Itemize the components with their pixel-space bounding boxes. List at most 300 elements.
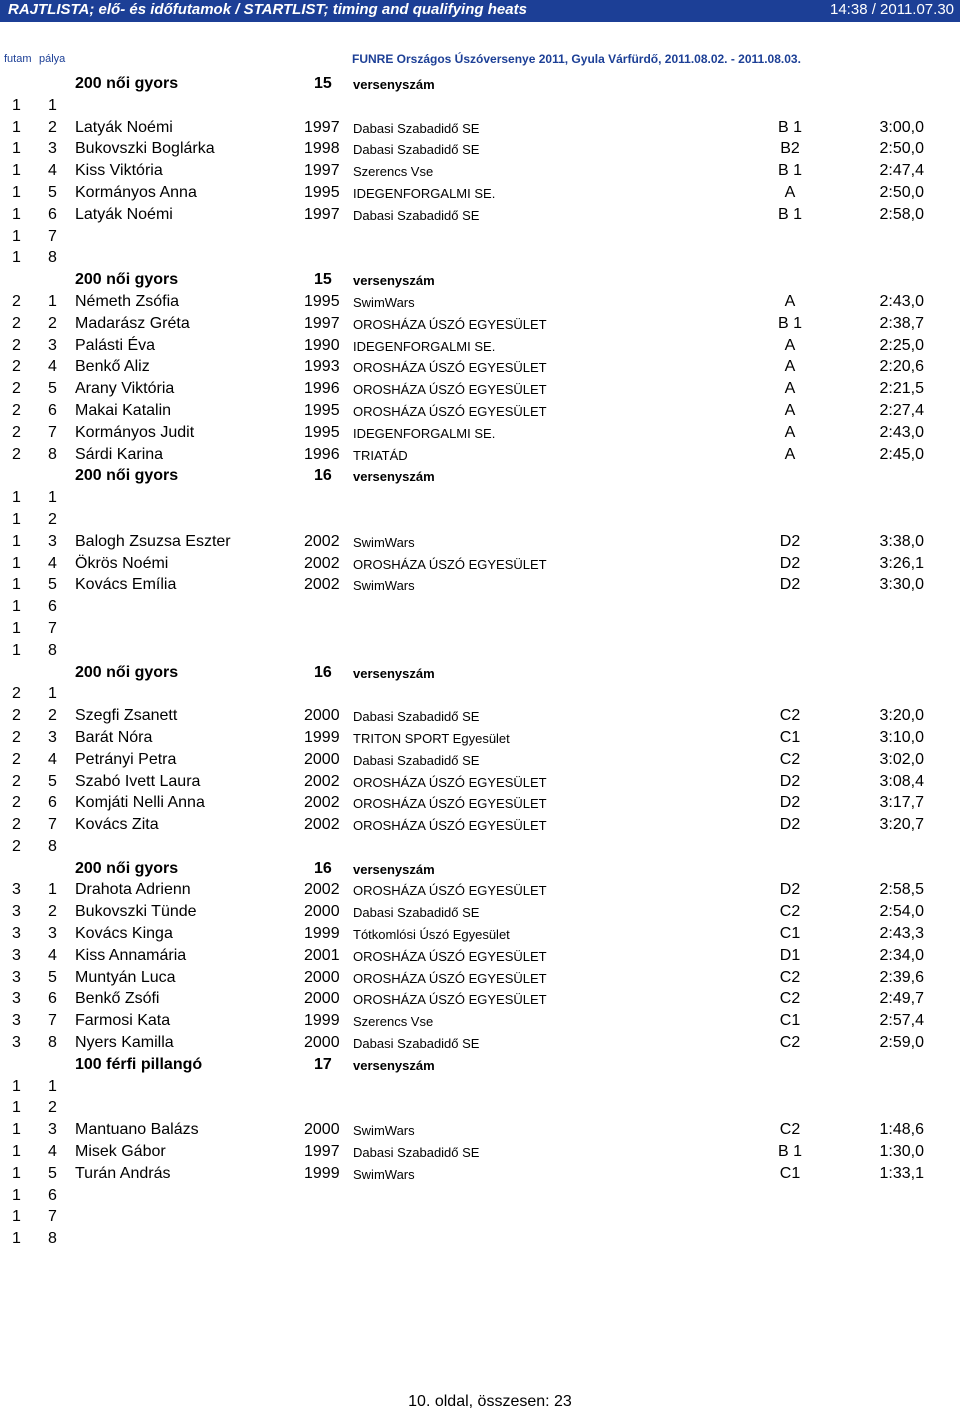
- birth-year: 1995: [304, 423, 340, 441]
- entry-time: 2:59,0: [879, 1034, 924, 1052]
- category: A: [784, 358, 796, 376]
- lane-number: 1: [48, 1077, 57, 1095]
- table-row: [0, 879, 960, 901]
- swimmer-name: Misek Gábor: [75, 1143, 166, 1161]
- event-number: 17: [314, 1055, 332, 1073]
- lane-number: 6: [48, 990, 57, 1008]
- table-row: [0, 749, 960, 771]
- heat-number: 2: [12, 314, 21, 332]
- table-row: [0, 226, 960, 248]
- lane-number: 4: [48, 554, 57, 572]
- club-name: OROSHÁZA ÚSZÓ EGYESÜLET: [353, 774, 547, 790]
- swimmer-name: Szabó Ivett Laura: [75, 772, 201, 790]
- lane-number: 3: [48, 140, 57, 158]
- entry-time: 2:50,0: [879, 140, 924, 158]
- club-name: OROSHÁZA ÚSZÓ EGYESÜLET: [353, 382, 547, 398]
- entry-time: 1:48,6: [879, 1121, 924, 1139]
- table-row: [0, 727, 960, 749]
- swimmer-name: Balogh Zsuzsa Eszter: [75, 532, 231, 550]
- club-name: OROSHÁZA ÚSZÓ EGYESÜLET: [353, 556, 547, 572]
- heat-number: 1: [12, 641, 21, 659]
- table-row: [0, 509, 960, 531]
- event-number: 16: [314, 467, 332, 485]
- entry-time: 2:27,4: [879, 401, 924, 419]
- heat-number: 1: [12, 1208, 21, 1226]
- event-title: 200 női gyors: [75, 859, 179, 877]
- club-name: SwimWars: [353, 578, 415, 594]
- heat-number: 1: [12, 1077, 21, 1095]
- heat-number: 1: [12, 1143, 21, 1161]
- entry-time: 2:43,0: [879, 423, 924, 441]
- lane-number: 1: [48, 96, 57, 114]
- table-row: [0, 1097, 960, 1119]
- event-header: [0, 858, 960, 880]
- competition-title: FUNRE Országos Úszóversenye 2011, Gyula Várfürdő, 2011.08.02. - 2011.08.03.: [352, 52, 801, 66]
- swimmer-name: Kiss Annamária: [75, 946, 187, 964]
- birth-year: 1990: [304, 336, 340, 354]
- category: B2: [780, 140, 800, 158]
- heat-number: 1: [12, 162, 21, 180]
- table-row: [0, 204, 960, 226]
- event-title: 200 női gyors: [75, 271, 179, 289]
- table-row: [0, 1206, 960, 1228]
- lane-number: 1: [48, 292, 57, 310]
- swimmer-name: Latyák Noémi: [75, 118, 173, 136]
- birth-year: 1997: [304, 314, 340, 332]
- club-name: Dabasi Szabadidő SE: [353, 207, 480, 223]
- heat-number: 1: [12, 1230, 21, 1248]
- entry-time: 2:25,0: [879, 336, 924, 354]
- entry-time: 2:45,0: [879, 445, 924, 463]
- club-name: Szerencs Vse: [353, 1014, 434, 1030]
- birth-year: 1995: [304, 401, 340, 419]
- swimmer-name: Németh Zsófia: [75, 292, 180, 310]
- category: D2: [779, 794, 801, 812]
- table-row: [0, 901, 960, 923]
- heat-number: 1: [12, 619, 21, 637]
- lane-number: 1: [48, 489, 57, 507]
- club-name: OROSHÁZA ÚSZÓ EGYESÜLET: [353, 992, 547, 1008]
- heat-number: 2: [12, 816, 21, 834]
- heat-number: 2: [12, 772, 21, 790]
- table-row: [0, 1163, 960, 1185]
- table-row: [0, 683, 960, 705]
- category: C2: [779, 990, 801, 1008]
- lane-number: 6: [48, 1186, 57, 1204]
- swimmer-name: Kormányos Anna: [75, 183, 197, 201]
- lane-number: 8: [48, 837, 57, 855]
- table-row: [0, 160, 960, 182]
- event-title: 200 női gyors: [75, 467, 179, 485]
- table-row: [0, 117, 960, 139]
- birth-year: 2002: [304, 816, 340, 834]
- table-row: [0, 531, 960, 553]
- entry-time: 2:54,0: [879, 903, 924, 921]
- birth-year: 1995: [304, 183, 340, 201]
- birth-year: 2001: [304, 946, 340, 964]
- swimmer-name: Barát Nóra: [75, 728, 153, 746]
- lane-number: 3: [48, 1121, 57, 1139]
- entry-time: 2:47,4: [879, 162, 924, 180]
- category: C2: [779, 707, 801, 725]
- birth-year: 1993: [304, 358, 340, 376]
- lane-number: 2: [48, 314, 57, 332]
- category: C2: [779, 750, 801, 768]
- entry-time: 2:57,4: [879, 1012, 924, 1030]
- heat-number: 3: [12, 881, 21, 899]
- swimmer-name: Palásti Éva: [75, 336, 156, 354]
- heat-number: 2: [12, 837, 21, 855]
- event-label: versenyszám: [353, 1057, 435, 1073]
- event-number: 16: [314, 663, 332, 681]
- club-name: OROSHÁZA ÚSZÓ EGYESÜLET: [353, 948, 547, 964]
- table-row: [0, 95, 960, 117]
- entry-time: 2:49,7: [879, 990, 924, 1008]
- swimmer-name: Drahota Adrienn: [75, 881, 191, 899]
- lane-number: 6: [48, 598, 57, 616]
- swimmer-name: Farmosi Kata: [75, 1012, 171, 1030]
- table-row: [0, 1076, 960, 1098]
- lane-number: 5: [48, 968, 57, 986]
- entry-time: 2:43,0: [879, 292, 924, 310]
- birth-year: 1997: [304, 205, 340, 223]
- club-name: OROSHÁZA ÚSZÓ EGYESÜLET: [353, 818, 547, 834]
- category: C2: [779, 903, 801, 921]
- category: D1: [779, 946, 801, 964]
- header-bar: [0, 0, 960, 22]
- heat-number: 2: [12, 423, 21, 441]
- heat-number: 3: [12, 903, 21, 921]
- heat-number: 2: [12, 358, 21, 376]
- lane-number: 3: [48, 925, 57, 943]
- entry-time: 3:20,0: [879, 707, 924, 725]
- table-row: [0, 596, 960, 618]
- category: D2: [779, 772, 801, 790]
- table-row: [0, 247, 960, 269]
- swimmer-name: Kormányos Judit: [75, 423, 195, 441]
- entry-time: 3:30,0: [879, 576, 924, 594]
- lane-number: 6: [48, 794, 57, 812]
- category: B 1: [777, 162, 802, 180]
- table-row: [0, 487, 960, 509]
- lane-number: 4: [48, 1143, 57, 1161]
- heat-number: 3: [12, 990, 21, 1008]
- birth-year: 2000: [304, 903, 340, 921]
- birth-year: 2002: [304, 576, 340, 594]
- page-title: RAJTLISTA; elő- és időfutamok / STARTLIST; timing and qualifying heats: [8, 1, 527, 18]
- lane-number: 5: [48, 576, 57, 594]
- lane-number: 2: [48, 1099, 57, 1117]
- lane-number: 2: [48, 510, 57, 528]
- entry-time: 3:38,0: [879, 532, 924, 550]
- heat-number: 1: [12, 140, 21, 158]
- entry-time: 3:20,7: [879, 816, 924, 834]
- category: A: [784, 401, 796, 419]
- club-name: OROSHÁZA ÚSZÓ EGYESÜLET: [353, 316, 547, 332]
- swimmer-name: Bukovszki Tünde: [75, 903, 197, 921]
- swimmer-name: Turán András: [75, 1164, 171, 1182]
- table-row: [0, 618, 960, 640]
- entry-time: 2:58,5: [879, 881, 924, 899]
- page-footer: 10. oldal, összesen: 23: [408, 1393, 572, 1410]
- category: C2: [779, 1034, 801, 1052]
- table-row: [0, 1119, 960, 1141]
- heat-number: 3: [12, 1034, 21, 1052]
- table-row: [0, 1010, 960, 1032]
- heat-number: 1: [12, 1121, 21, 1139]
- birth-year: 1996: [304, 445, 340, 463]
- table-row: [0, 1185, 960, 1207]
- lane-number: 7: [48, 1012, 57, 1030]
- lane-number: 4: [48, 358, 57, 376]
- heat-number: 2: [12, 750, 21, 768]
- entry-time: 2:21,5: [879, 380, 924, 398]
- club-name: OROSHÁZA ÚSZÓ EGYESÜLET: [353, 403, 547, 419]
- table-row: [0, 313, 960, 335]
- entry-time: 2:20,6: [879, 358, 924, 376]
- lane-number: 7: [48, 619, 57, 637]
- table-row: [0, 378, 960, 400]
- swimmer-name: Makai Katalin: [75, 401, 172, 419]
- heat-number: 1: [12, 227, 21, 245]
- club-name: SwimWars: [353, 534, 415, 550]
- table-row: [0, 553, 960, 575]
- club-name: Szerencs Vse: [353, 164, 434, 180]
- heat-number: 1: [12, 489, 21, 507]
- swimmer-name: Benkő Aliz: [75, 358, 150, 376]
- swimmer-name: Ökrös Noémi: [75, 554, 169, 572]
- birth-year: 1998: [304, 140, 340, 158]
- club-name: SwimWars: [353, 294, 415, 310]
- heat-number: 3: [12, 1012, 21, 1030]
- event-title: 100 férfi pillangó: [75, 1055, 203, 1073]
- swimmer-name: Nyers Kamilla: [75, 1034, 174, 1052]
- entry-time: 2:38,7: [879, 314, 924, 332]
- heat-number: 2: [12, 685, 21, 703]
- heat-number: 1: [12, 118, 21, 136]
- heat-number: 1: [12, 598, 21, 616]
- club-name: SwimWars: [353, 1166, 415, 1182]
- category: B 1: [777, 314, 802, 332]
- swimmer-name: Benkő Zsófi: [75, 990, 160, 1008]
- event-label: versenyszám: [353, 861, 435, 877]
- category: D2: [779, 576, 801, 594]
- startlist: [0, 73, 960, 1250]
- heat-number: 2: [12, 292, 21, 310]
- lane-number: 3: [48, 728, 57, 746]
- birth-year: 2002: [304, 794, 340, 812]
- event-number: 15: [314, 271, 332, 289]
- event-label: versenyszám: [353, 77, 435, 92]
- table-row: [0, 291, 960, 313]
- table-row: [0, 771, 960, 793]
- club-name: OROSHÁZA ÚSZÓ EGYESÜLET: [353, 796, 547, 812]
- club-name: IDEGENFORGALMI SE.: [353, 338, 496, 354]
- entry-time: 2:58,0: [879, 205, 924, 223]
- table-row: [0, 923, 960, 945]
- lane-number: 7: [48, 423, 57, 441]
- event-title: 200 női gyors: [75, 663, 179, 681]
- swimmer-name: Mantuano Balázs: [75, 1121, 199, 1139]
- category: B 1: [777, 1143, 802, 1161]
- lane-number: 8: [48, 445, 57, 463]
- heat-number: 2: [12, 728, 21, 746]
- table-row: [0, 335, 960, 357]
- category: A: [784, 380, 796, 398]
- entry-time: 2:39,6: [879, 968, 924, 986]
- table-row: [0, 422, 960, 444]
- lane-number: 2: [48, 707, 57, 725]
- category: A: [784, 183, 796, 201]
- category: D2: [779, 816, 801, 834]
- category: C2: [779, 968, 801, 986]
- table-row: [0, 814, 960, 836]
- event-label: versenyszám: [353, 469, 435, 485]
- lane-number: 8: [48, 1230, 57, 1248]
- swimmer-name: Arany Viktória: [75, 380, 175, 398]
- birth-year: 2000: [304, 1121, 340, 1139]
- lane-number: 5: [48, 183, 57, 201]
- heat-number: 1: [12, 1164, 21, 1182]
- heat-number: 1: [12, 205, 21, 223]
- entry-time: 1:30,0: [879, 1143, 924, 1161]
- swimmer-name: Kovács Kinga: [75, 925, 173, 943]
- birth-year: 1997: [304, 162, 340, 180]
- birth-year: 1997: [304, 118, 340, 136]
- table-row: [0, 182, 960, 204]
- club-name: OROSHÁZA ÚSZÓ EGYESÜLET: [353, 883, 547, 899]
- birth-year: 2000: [304, 750, 340, 768]
- category: C2: [779, 1121, 801, 1139]
- birth-year: 1996: [304, 380, 340, 398]
- club-name: SwimWars: [353, 1123, 415, 1139]
- category: C1: [779, 728, 801, 746]
- birth-year: 2002: [304, 532, 340, 550]
- entry-time: 2:50,0: [879, 183, 924, 201]
- birth-year: 1995: [304, 292, 340, 310]
- birth-year: 2002: [304, 772, 340, 790]
- heat-number: 1: [12, 554, 21, 572]
- swimmer-name: Kovács Emília: [75, 576, 177, 594]
- lane-number: 5: [48, 1164, 57, 1182]
- heat-number: 3: [12, 946, 21, 964]
- entry-time: 3:17,7: [879, 794, 924, 812]
- table-row: [0, 444, 960, 466]
- category: A: [784, 423, 796, 441]
- birth-year: 2002: [304, 554, 340, 572]
- lane-number: 7: [48, 227, 57, 245]
- birth-year: 2000: [304, 990, 340, 1008]
- heat-number: 2: [12, 794, 21, 812]
- heat-number: 1: [12, 96, 21, 114]
- table-row: [0, 792, 960, 814]
- heat-number: 2: [12, 445, 21, 463]
- event-header: [0, 465, 960, 487]
- swimmer-name: Petrányi Petra: [75, 750, 177, 768]
- table-row: [0, 988, 960, 1010]
- event-number: 15: [314, 75, 332, 92]
- club-name: Dabasi Szabadidő SE: [353, 1036, 480, 1052]
- category: B 1: [777, 118, 802, 136]
- category: A: [784, 336, 796, 354]
- event-header: [0, 269, 960, 291]
- table-row: [0, 1228, 960, 1250]
- table-row: [0, 574, 960, 596]
- table-row: [0, 945, 960, 967]
- entry-time: 3:02,0: [879, 750, 924, 768]
- table-row: [0, 1141, 960, 1163]
- heat-number: 1: [12, 1099, 21, 1117]
- swimmer-name: Komjáti Nelli Anna: [75, 794, 205, 812]
- heat-number: 2: [12, 380, 21, 398]
- club-name: Dabasi Szabadidő SE: [353, 120, 480, 136]
- header-datetime: 14:38 / 2011.07.30: [830, 1, 954, 18]
- birth-year: 2002: [304, 881, 340, 899]
- event-number: 16: [314, 859, 332, 877]
- lane-number: 8: [48, 641, 57, 659]
- lane-number: 6: [48, 401, 57, 419]
- event-title: 200 női gyors: [75, 75, 179, 92]
- lane-number: 2: [48, 903, 57, 921]
- lane-number: 1: [48, 881, 57, 899]
- event-header: [0, 662, 960, 684]
- birth-year: 1999: [304, 728, 340, 746]
- entry-time: 2:34,0: [879, 946, 924, 964]
- club-name: OROSHÁZA ÚSZÓ EGYESÜLET: [353, 970, 547, 986]
- birth-year: 1997: [304, 1143, 340, 1161]
- heat-number: 2: [12, 707, 21, 725]
- entry-time: 3:00,0: [879, 118, 924, 136]
- lane-number: 5: [48, 380, 57, 398]
- lane-number: 3: [48, 532, 57, 550]
- category: C1: [779, 1012, 801, 1030]
- event-header: [0, 73, 960, 95]
- entry-time: 3:08,4: [879, 772, 924, 790]
- event-label: versenyszám: [353, 273, 435, 289]
- swimmer-name: Szegfi Zsanett: [75, 707, 178, 725]
- heat-number: 3: [12, 968, 21, 986]
- swimmer-name: Kovács Zita: [75, 816, 159, 834]
- club-name: TRIATÁD: [353, 447, 408, 463]
- lane-column-label: pálya: [39, 53, 66, 65]
- club-name: Dabasi Szabadidő SE: [353, 709, 480, 725]
- event-label: versenyszám: [353, 665, 435, 681]
- swimmer-name: Kiss Viktória: [75, 162, 163, 180]
- birth-year: 1999: [304, 925, 340, 943]
- lane-number: 7: [48, 1208, 57, 1226]
- lane-number: 7: [48, 816, 57, 834]
- lane-number: 8: [48, 249, 57, 267]
- event-header: [0, 1054, 960, 1076]
- club-name: Dabasi Szabadidő SE: [353, 752, 480, 768]
- heat-number: 2: [12, 336, 21, 354]
- swimmer-name: Muntyán Luca: [75, 968, 176, 986]
- table-row: [0, 836, 960, 858]
- club-name: IDEGENFORGALMI SE.: [353, 425, 496, 441]
- club-name: Dabasi Szabadidő SE: [353, 905, 480, 921]
- table-row: [0, 705, 960, 727]
- category: C1: [779, 1164, 801, 1182]
- swimmer-name: Latyák Noémi: [75, 205, 173, 223]
- club-name: TRITON SPORT Egyesület: [353, 730, 510, 746]
- entry-time: 3:26,1: [879, 554, 924, 572]
- heat-number: 1: [12, 576, 21, 594]
- birth-year: 1999: [304, 1164, 340, 1182]
- entry-time: 1:33,1: [879, 1164, 924, 1182]
- club-name: Tótkomlósi Úszó Egyesület: [353, 927, 510, 943]
- table-row: [0, 138, 960, 160]
- heat-number: 1: [12, 183, 21, 201]
